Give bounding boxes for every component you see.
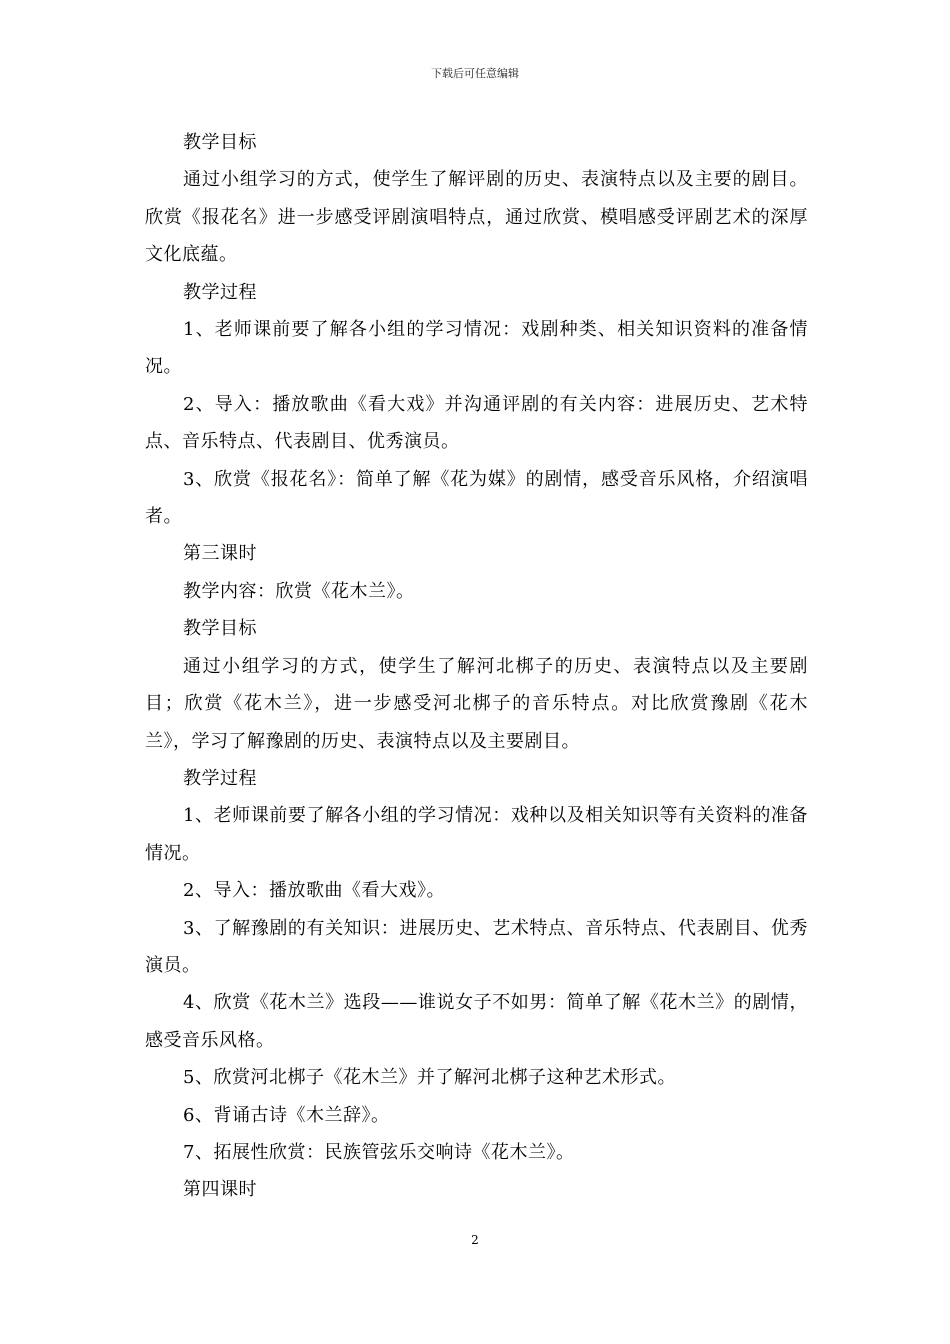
list-item: 3、欣赏《报花名》：简单了解《花为媒》的剧情，感受音乐风格，介绍演唱者。 <box>145 468 808 528</box>
paragraph: 通过小组学习的方式，使学生了解评剧的历史、表演特点以及主要的剧目。欣赏《报花名》进一步感受评剧演唱特点，通过欣赏、模唱感受评剧艺术的深厚文化底蕴。 <box>145 169 808 266</box>
list-item: 6、背诵古诗《木兰辞》。 <box>183 1104 390 1126</box>
section-heading-objectives: 教学目标 <box>183 618 257 640</box>
section-heading-objectives: 教学目标 <box>183 132 257 153</box>
lesson-heading: 第三课时 <box>183 543 257 565</box>
list-item: 2、导入：播放歌曲《看大戏》。 <box>183 880 445 902</box>
list-item: 2、导入：播放歌曲《看大戏》并沟通评剧的有关内容：进展历史、艺术特点、音乐特点、代表剧目、优秀演员。 <box>145 393 808 453</box>
section-heading-process: 教学过程 <box>183 281 257 303</box>
list-item: 1、老师课前要了解各小组的学习情况：戏种以及相关知识等有关资料的准备情况。 <box>145 805 808 864</box>
paragraph: 通过小组学习的方式，使学生了解河北梆子的历史、表演特点以及主要剧目；欣赏《花木兰》，进一步感受河北梆子的音乐特点。对比欣赏豫剧《花木兰》，学习了解豫剧的历史、表演特点以及主要剧目。 <box>145 655 808 752</box>
list-item: 5、欣赏河北梆子《花木兰》并了解河北梆子这种艺术形式。 <box>183 1067 676 1089</box>
section-heading-process: 教学过程 <box>183 767 257 789</box>
list-item: 1、老师课前要了解各小组的学习情况：戏剧种类、相关知识资料的准备情况。 <box>145 319 808 378</box>
page-number: 2 <box>471 1233 479 1247</box>
list-item: 4、欣赏《花木兰》选段——谁说女子不如男：简单了解《花木兰》的剧情，感受音乐风格。 <box>145 992 808 1051</box>
list-item: 3、了解豫剧的有关知识：进展历史、艺术特点、音乐特点、代表剧目、优秀演员。 <box>145 917 808 976</box>
paragraph: 教学内容：欣赏《花木兰》。 <box>183 580 415 602</box>
lesson-heading: 第四课时 <box>183 1179 257 1201</box>
list-item: 7、拓展性欣赏：民族管弦乐交响诗《花木兰》。 <box>183 1141 575 1163</box>
document-body <box>145 124 808 1209</box>
page-header-note: 下载后可任意编辑 <box>431 67 519 80</box>
